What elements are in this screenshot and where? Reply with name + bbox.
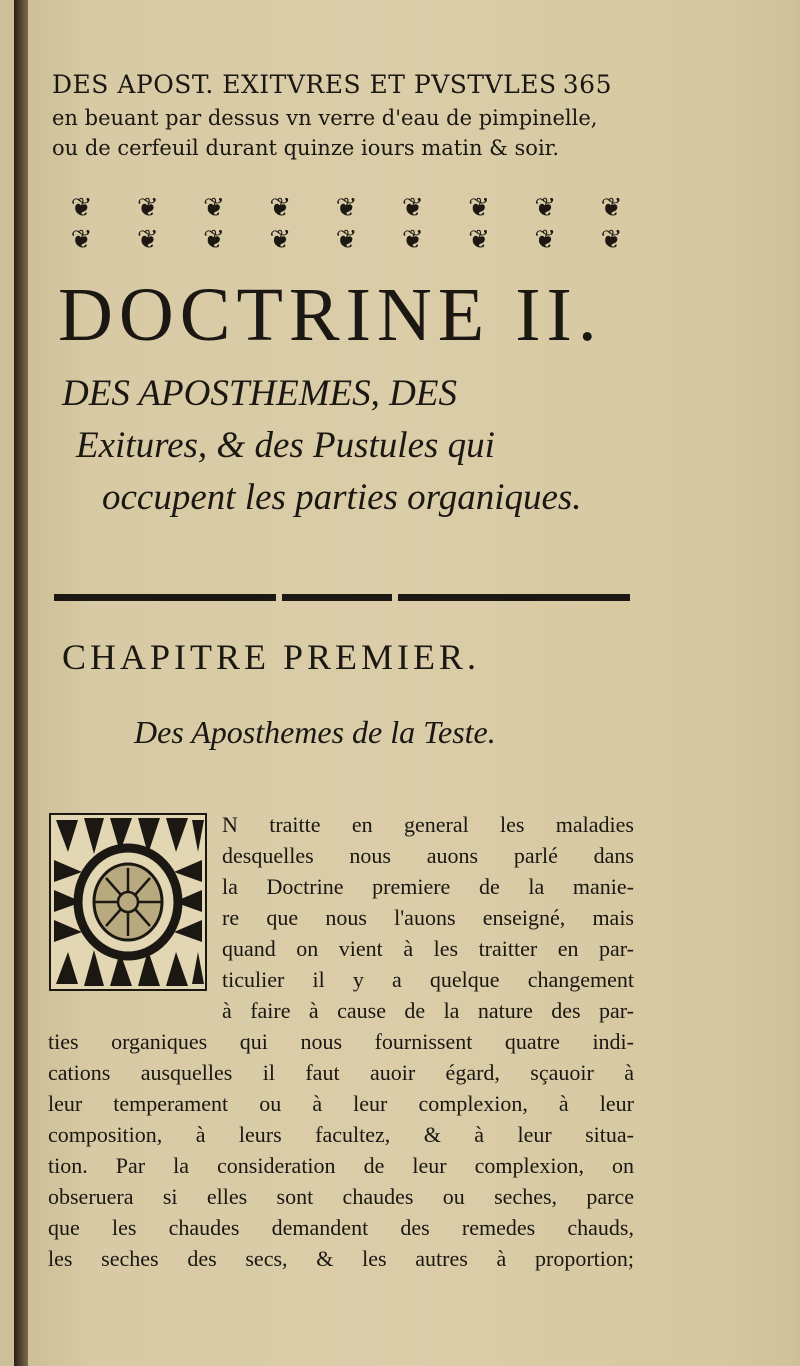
divider-rule-2 — [282, 594, 392, 601]
fleuron-icon: ❦ — [401, 225, 423, 255]
top-line-2: ou de cerfeuil durant quinze iours matin & soir. — [52, 136, 560, 160]
body-line: les seches des secs, & les autres à proportion; — [48, 1246, 634, 1271]
doctrine-subtitle-line-3: occupent les parties organiques. — [102, 477, 582, 518]
body-line: à faire à cause de la nature des par- — [222, 998, 634, 1023]
fleuron-icon: ❦ — [335, 225, 357, 255]
body-line: re que nous l'auons enseigné, mais — [222, 905, 634, 930]
fleuron-icon: ❦ — [600, 193, 622, 223]
doctrine-heading: DOCTRINE II. — [58, 273, 603, 357]
body-line: la Doctrine premiere de la manie- — [222, 874, 634, 899]
chapter-title: CHAPITRE PREMIER. — [62, 637, 481, 677]
fleuron-icon: ❦ — [136, 193, 158, 223]
fleuron-icon: ❦ — [534, 193, 556, 223]
doctrine-subtitle-line-2: Exitures, & des Pustules qui — [76, 425, 495, 466]
running-head-title: DES APOST. EXITVRES ET PVSTVLES — [52, 70, 557, 99]
body-line: leur temperament ou à leur complexion, à leur — [48, 1091, 634, 1116]
book-spine — [14, 0, 28, 1366]
fleuron-icon: ❦ — [269, 225, 291, 255]
body-line: tion. Par la consideration de leur complexion, on — [48, 1153, 634, 1178]
fleuron-icon: ❦ — [269, 193, 291, 223]
body-line: N traitte en general les maladies — [222, 812, 634, 837]
body-line: obseruera si elles sont chaudes ou seches, parce — [48, 1184, 634, 1209]
body-line: cations ausquelles il faut auoir égard, sçauoir à — [48, 1060, 634, 1085]
fleuron-icon: ❦ — [468, 225, 489, 255]
book-page — [14, 0, 794, 1366]
body-line: composition, à leurs facultez, & à leur situa- — [48, 1122, 634, 1147]
body-line: desquelles nous auons parlé dans — [222, 843, 634, 868]
body-line: que les chaudes demandent des remedes chauds, — [48, 1215, 634, 1240]
fleuron-icon: ❦ — [70, 225, 92, 255]
page-number: 365 — [562, 70, 612, 99]
fleuron-icon: ❦ — [468, 193, 489, 223]
fleuron-icon: ❦ — [534, 225, 556, 255]
divider-rule-1 — [54, 594, 276, 601]
fleuron-icon: ❦ — [203, 193, 224, 223]
fleuron-icon: ❦ — [136, 225, 158, 255]
fleuron-icon: ❦ — [70, 193, 92, 223]
fleuron-icon: ❦ — [600, 225, 622, 255]
body-line: ties organiques qui nous fournissent quatre indi- — [48, 1029, 634, 1054]
fleuron-icon: ❦ — [203, 225, 224, 255]
ornament-band-top — [52, 194, 640, 222]
floral-woodcut-initial-icon — [48, 812, 208, 992]
running-head — [52, 70, 612, 99]
fleuron-icon: ❦ — [335, 193, 357, 223]
body-line: quand on vient à les traitter en par- — [222, 936, 634, 961]
top-line-1: en beuant par dessus vn verre d'eau de pimpinelle, — [52, 106, 598, 130]
doctrine-subtitle-line-1: DES APOSTHEMES, DES — [62, 373, 457, 414]
chapter-subtitle: Des Aposthemes de la Teste. — [134, 714, 496, 750]
body-line: ticulier il y a quelque changement — [222, 967, 634, 992]
fleuron-icon: ❦ — [401, 193, 423, 223]
divider-rule-3 — [398, 594, 630, 601]
ornament-band-bottom — [52, 226, 640, 254]
